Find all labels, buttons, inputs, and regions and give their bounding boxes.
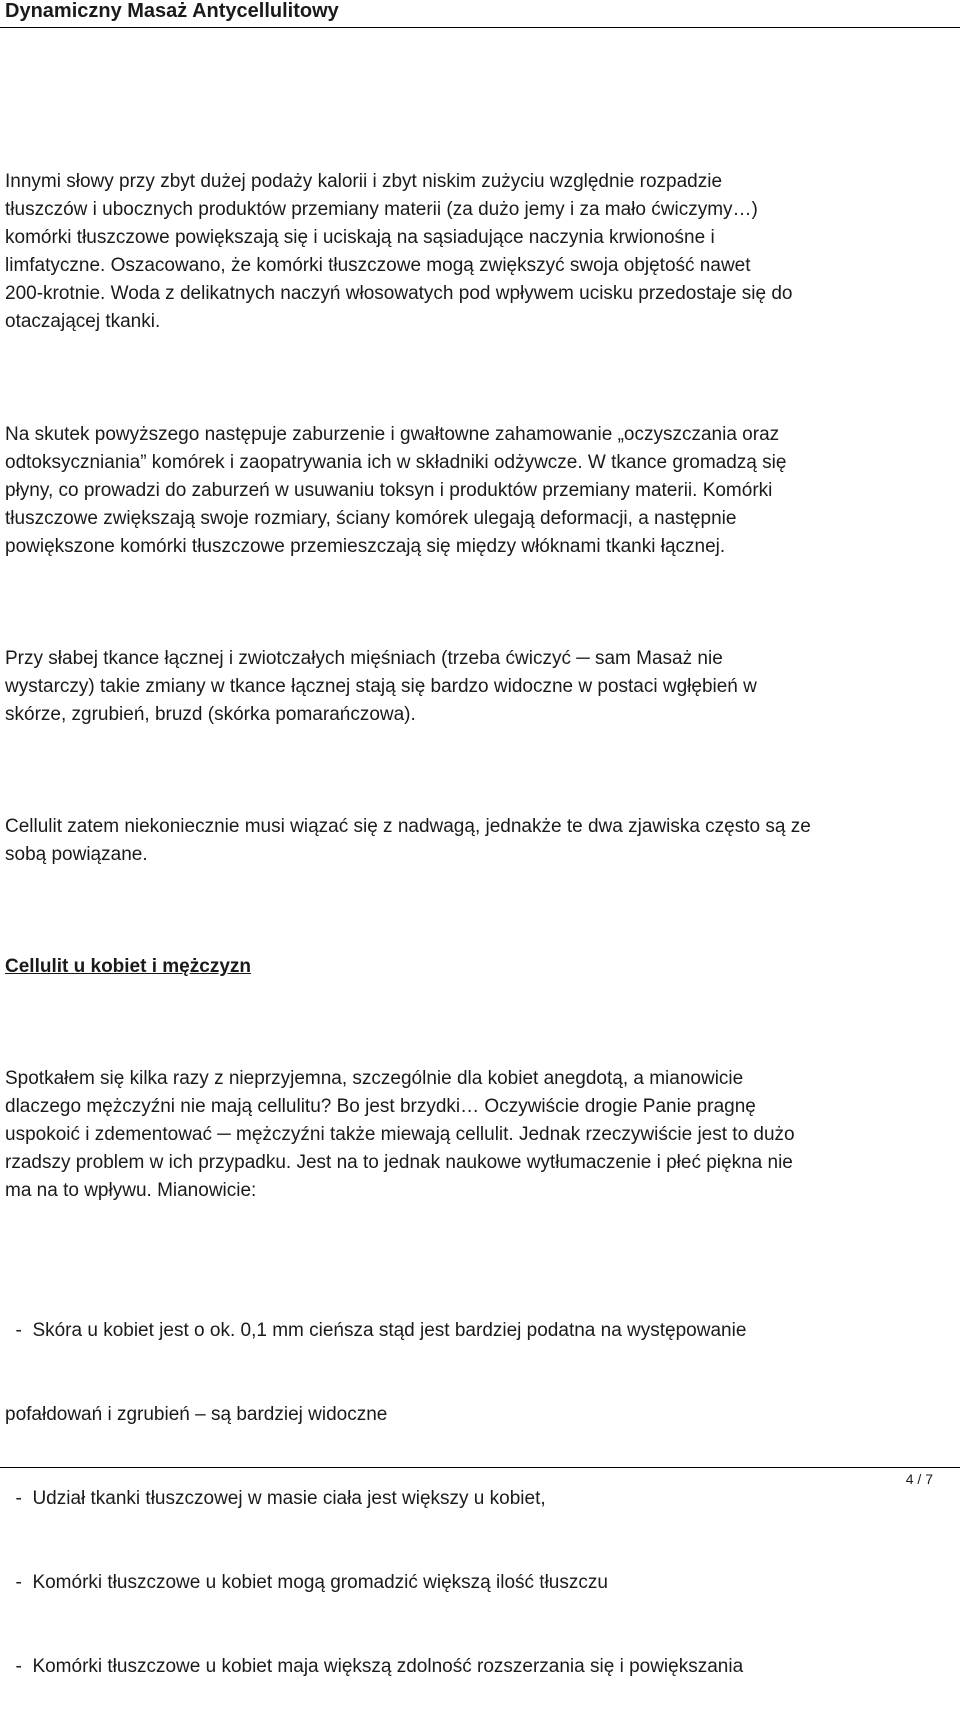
paragraph-line: wystarczy) takie zmiany w tkance łącznej stają się bardzo widoczne w postaci wgłębień w [5, 676, 757, 697]
list-item: - Skóra u kobiet jest o ok. 0,1 mm cieńsza stąd jest bardziej podatna na występowanie [5, 1320, 747, 1341]
paragraph-line: odtoksyczniania” komórek i zaopatrywania ich w składniki odżywcze. W tkance gromadzą się [5, 452, 787, 473]
paragraph-line: 200-krotnie. Woda z delikatnych naczyń włosowatych pod wpływem ucisku przedostaje się do [5, 283, 793, 304]
section-heading: Cellulit u kobiet i mężczyzn [5, 956, 251, 977]
document-title: Dynamiczny Masaż Antycellulitowy [5, 0, 339, 22]
paragraph-line: Spotkałem się kilka razy z nieprzyjemna, szczególnie dla kobiet anegdotą, a mianowicie [5, 1068, 744, 1089]
list-item: - Komórki tłuszczowe u kobiet maja większą zdolność rozszerzania się i powiększania [5, 1656, 744, 1677]
header-divider [0, 27, 960, 28]
paragraph-detox-disruption [5, 421, 960, 561]
paragraph-line: uspokoić i zdementować ─ mężczyźni także miewają cellulit. Jednak rzeczywiście jest to dużo [5, 1124, 795, 1145]
paragraph-line: Cellulit zatem niekoniecznie musi wiązać się z nadwagą, jednakże te dwa zjawiska często są ze [5, 816, 811, 837]
paragraph-overweight [5, 813, 960, 869]
paragraph-line: ma na to wpływu. Mianowicie: [5, 1180, 257, 1201]
paragraph-line: płyny, co prowadzi do zaburzeń w usuwaniu toksyn i produktów przemiany materii. Komórki [5, 480, 773, 501]
bullet-list [5, 1261, 960, 1709]
paragraph-weak-tissue [5, 645, 960, 729]
paragraph-line: otaczającej tkanki. [5, 311, 161, 332]
paragraph-line: powiększone komórki tłuszczowe przemieszczają się między włóknami tkanki łącznej. [5, 536, 726, 557]
list-item: - Komórki tłuszczowe u kobiet mogą gromadzić większą ilość tłuszczu [5, 1572, 608, 1593]
paragraph-line: Innymi słowy przy zbyt dużej podaży kalorii i zbyt niskim zużyciu względnie rozpadzie [5, 171, 723, 192]
list-item: - Udział tkanki tłuszczowej w masie ciała jest większy u kobiet, [5, 1488, 546, 1509]
paragraph-line: skórze, zgrubień, bruzd (skórka pomarańczowa). [5, 704, 416, 725]
list-item-continuation: pofałdowań i zgrubień – są bardziej widoczne [5, 1404, 388, 1425]
paragraph-line: tłuszczów i ubocznych produktów przemiany materii (za dużo jemy i za mało ćwiczymy…) [5, 199, 758, 220]
paragraph-line: komórki tłuszczowe powiększają się i uciskają na sąsiadujące naczynia krwionośne i [5, 227, 715, 248]
page-number: 4 / 7 [905, 1471, 933, 1487]
paragraph-line: sobą powiązane. [5, 844, 148, 865]
paragraph-fat-cells [5, 168, 960, 336]
paragraph-anecdote [5, 1065, 960, 1205]
paragraph-line: tłuszczowe zwiększają swoje rozmiary, ściany komórek ulegają deformacji, a następnie [5, 508, 737, 529]
footer-divider [0, 1467, 960, 1468]
paragraph-line: dlaczego mężczyźni nie mają cellulitu? Bo jest brzydki… Oczywiście drogie Panie pragnę [5, 1096, 756, 1117]
paragraph-line: Na skutek powyższego następuje zaburzenie i gwałtowne zahamowanie „oczyszczania oraz [5, 424, 780, 445]
paragraph-line: Przy słabej tkance łącznej i zwiotczałych mięśniach (trzeba ćwiczyć ─ sam Masaż nie [5, 648, 723, 669]
paragraph-line: rzadszy problem w ich przypadku. Jest na to jednak naukowe wytłumaczenie i płeć piękna nie [5, 1152, 793, 1173]
paragraph-line: limfatyczne. Oszacowano, że komórki tłuszczowe mogą zwiększyć swoja objętość nawet [5, 255, 751, 276]
